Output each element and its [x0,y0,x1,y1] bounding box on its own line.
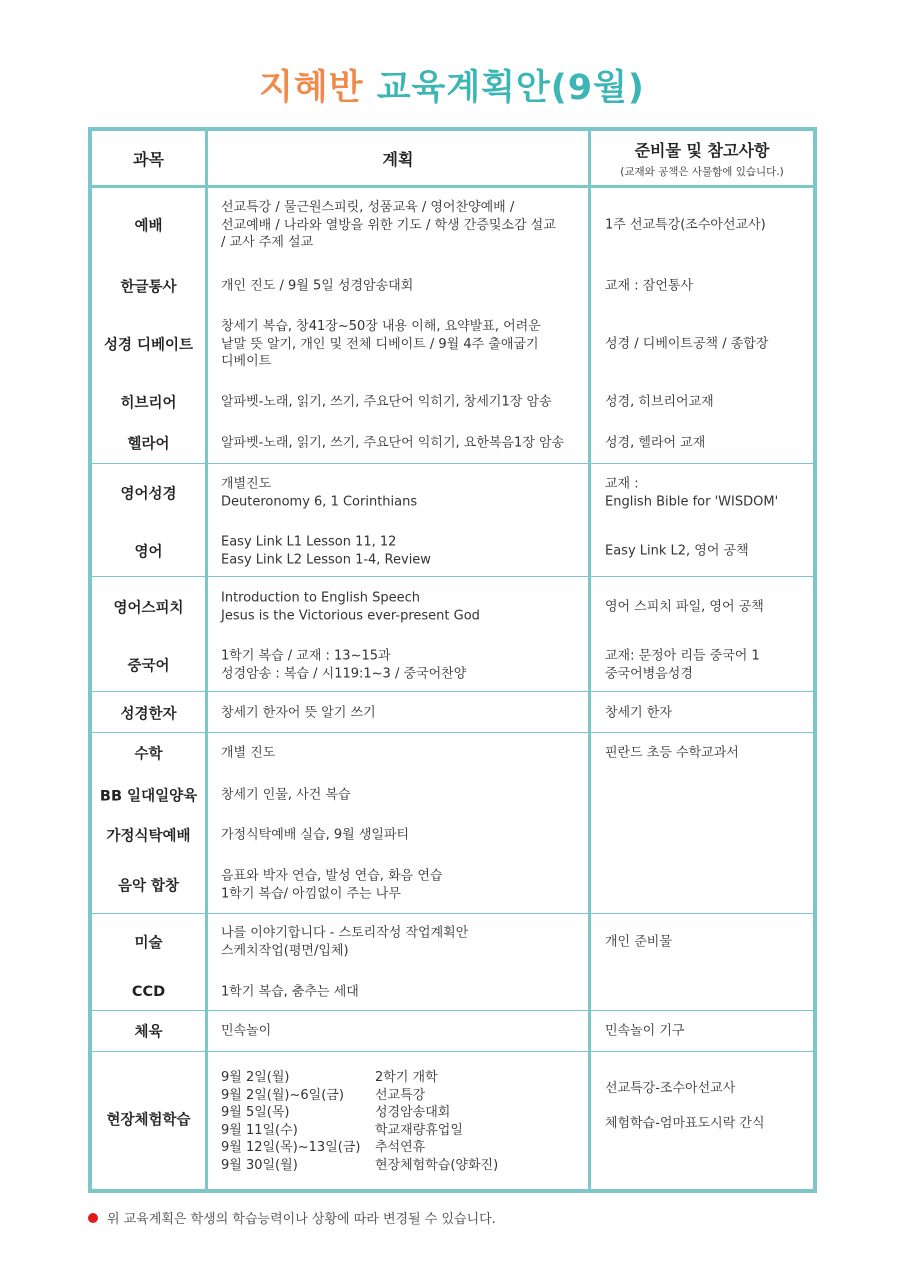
row-subject-english-bible: 영어성경 [120,486,177,503]
row-divider [92,913,813,914]
row-subject-art: 미술 [134,935,163,952]
row-subject-chinese: 중국어 [127,658,170,675]
row-subject-greek: 헬라어 [127,436,170,453]
column-divider [588,131,591,1189]
row-plan-chinese: 1학기 복습 / 교재 : 13~15과 성경암송 : 복습 / 시119:1~3 / 중국어찬양 [221,648,467,681]
row-subject-english-speech: 영어스피치 [113,600,184,617]
schedule-date: 9월 11일(수) [221,1122,298,1138]
row-plan-korean-history: 개인 진도 / 9월 5일 성경암송대회 [221,278,414,294]
page-title [0,60,904,110]
row-ref-english-speech: 영어 스피치 파일, 영어 공책 [605,599,764,615]
row-plan-english-bible: 개별진도 Deuteronomy 6, 1 Corinthians [221,476,418,509]
row-plan-english-speech: Introduction to English Speech Jesus is the Victorious ever-present God [221,590,480,623]
row-plan-pe: 민속놀이 [221,1023,272,1039]
row-plan-music-choir: 음표와 박자 연습, 발성 연습, 화음 연습 1학기 복습/ 아낌없이 주는 나무 [221,868,443,901]
row-divider [92,576,813,577]
title-class-name: 지혜반 [259,68,364,108]
schedule-event: 현장체험학습(양화진) [375,1157,499,1173]
schedule-date: 9월 2일(월) [221,1070,290,1085]
schedule-event: 학교재량휴업일 [375,1122,463,1138]
schedule-date: 9월 2일(월)~6일(금) [221,1087,344,1103]
row-subject-family-worship: 가정식탁예배 [106,828,191,845]
schedule-row [221,1087,581,1105]
row-ref-field-trip: 선교특강-조수아선교사 체험학습-엄마표도시락 간식 [605,1080,765,1131]
row-plan-greek: 알파벳-노래, 읽기, 쓰기, 주요단어 익히기, 요한복음1장 암송 [221,435,565,451]
header-reference-note: (교재와 공책은 사물함에 있습니다.) [620,165,784,178]
row-subject-field-trip: 현장체험학습 [106,1112,191,1129]
schedule-event: 성경암송대회 [375,1105,451,1120]
row-subject-pe: 체육 [134,1024,163,1041]
row-ref-chinese: 교재: 문정아 리듬 중국어 1 중국어병음성경 [605,648,760,681]
row-ref-pe: 민속놀이 기구 [605,1023,685,1039]
row-subject-bible-hanja: 성경한자 [120,706,177,723]
column-divider [205,131,208,1189]
row-plan-bible-hanja: 창세기 한자어 뜻 알기 쓰기 [221,705,376,721]
row-plan-ccd: 1학기 복습, 춤추는 세대 [221,984,359,1000]
row-ref-worship: 1주 선교특강(조수아선교사) [605,217,766,233]
schedule-date: 9월 5일(목) [221,1105,290,1120]
bullet-icon [88,1213,98,1223]
row-plan-math: 개별 진도 [221,745,276,761]
row-ref-greek: 성경, 헬라어 교재 [605,435,706,451]
row-subject-ccd: CCD [131,984,166,1000]
schedule-row [221,1104,581,1122]
row-divider [92,1051,813,1052]
row-plan-hebrew: 알파벳-노래, 읽기, 쓰기, 주요단어 익히기, 창세기1장 암송 [221,394,552,410]
row-subject-bible-debate: 성경 디베이트 [103,337,194,354]
row-ref-art: 개인 준비물 [605,934,672,950]
row-divider [92,732,813,733]
footer-note [88,1208,496,1227]
row-subject-math: 수학 [134,746,163,763]
header-divider [92,185,813,188]
row-ref-math: 핀란드 초등 수학교과서 [605,745,739,761]
row-plan-bb-mentoring: 창세기 인물, 사건 복습 [221,787,351,803]
title-plan-name: 교육계획안(9월) [376,68,645,108]
header-reference [591,131,813,185]
row-subject-korean-history: 한글통사 [120,279,177,296]
row-ref-korean-history: 교재 : 잠언통사 [605,278,693,294]
row-plan-family-worship: 가정식탁예배 실습, 9월 생일파티 [221,827,410,843]
row-plan-bible-debate: 창세기 복습, 창41장~50장 내용 이해, 요약발표, 어려운 낱말 뜻 알기, 개인 및 전체 디베이트 / 9월 4주 출애굽기 디베이트 [221,318,541,369]
header-subject [92,131,205,185]
header-reference-label: 준비물 및 참고사항 [634,140,770,160]
schedule-date: 9월 12일(목)~13일(금) [221,1140,361,1155]
schedule-row [221,1139,581,1157]
row-divider [92,1010,813,1011]
header-subject-label: 과목 [133,149,164,169]
row-subject-hebrew: 히브리어 [120,395,177,412]
row-subject-bb-mentoring: BB 일대일양육 [99,788,198,805]
schedule-event: 2학기 개학 [375,1070,438,1085]
row-subject-english: 영어 [134,544,163,561]
schedule-event: 추석연휴 [375,1140,426,1155]
row-ref-english-bible: 교재 : English Bible for 'WISDOM' [605,476,779,509]
row-ref-bible-debate: 성경 / 디베이트공책 / 종합장 [605,336,769,352]
row-subject-worship: 예배 [134,218,163,235]
row-ref-bible-hanja: 창세기 한자 [605,705,672,721]
row-ref-english: Easy Link L2, 영어 공책 [605,543,749,559]
plan-table [88,127,817,1193]
schedule-row [221,1122,581,1140]
row-ref-hebrew: 성경, 히브리어교재 [605,394,714,410]
header-plan [208,131,588,185]
row-plan-art: 나를 이야기합니다 - 스토리작성 작업계획안 스케치작업(평면/입체) [221,925,469,958]
schedule-row [221,1157,581,1175]
row-divider [92,691,813,692]
header-plan-label: 계획 [382,149,414,169]
schedule-row [221,1069,581,1087]
row-plan-english: Easy Link L1 Lesson 11, 12 Easy Link L2 Lesson 1-4, Review [221,534,431,567]
schedule-date: 9월 30일(월) [221,1157,298,1173]
row-plan-worship: 선교특강 / 물근원스피릿, 성품교육 / 영어찬양예배 / 선교예배 / 나라와 열방을 위한 기도 / 학생 간증및소감 설교 / 교사 주제 설교 [221,199,556,250]
footer-note-text: 위 교육계획은 학생의 학습능력이나 상황에 따라 변경될 수 있습니다. [107,1212,496,1227]
schedule-event: 선교특강 [375,1087,426,1103]
row-subject-music-choir: 음악 합창 [117,878,180,895]
field-trip-schedule [221,1069,581,1174]
row-divider [92,463,813,464]
